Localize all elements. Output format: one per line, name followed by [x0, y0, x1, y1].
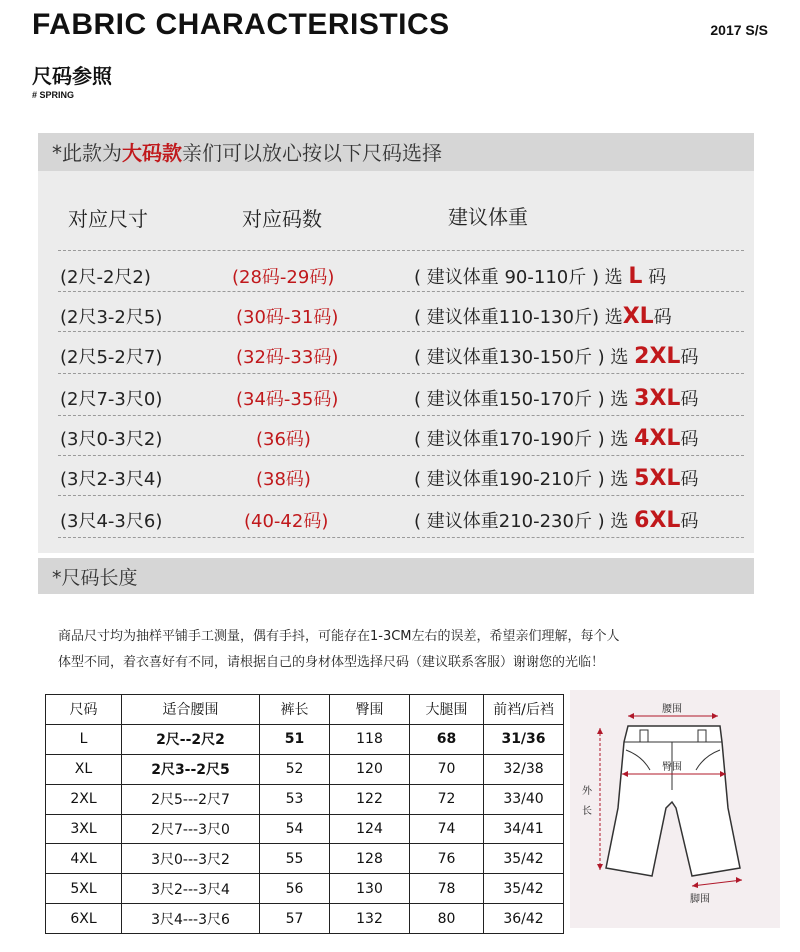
spec-cell: 72: [410, 784, 484, 814]
spec-cell: 52: [260, 754, 330, 784]
spec-cell: 78: [410, 874, 484, 904]
spec-row: [46, 814, 564, 844]
spec-cell: 3XL: [46, 814, 122, 844]
spec-header-cell: 臀围: [330, 695, 410, 725]
row-weight-text: ( 建议体重170-190斤 ) 选: [414, 429, 629, 450]
spec-cell: 2尺7---3尺0: [122, 814, 260, 844]
size-row-6xl: [38, 501, 754, 537]
spec-cell: 32/38: [484, 754, 564, 784]
divider: [58, 455, 744, 456]
section-subtitle: # SPRING: [32, 90, 75, 100]
row-weight: [414, 263, 666, 289]
row-code: (28码-29码): [232, 267, 335, 288]
divider: [58, 373, 744, 374]
hip-label: 臀围: [662, 762, 682, 773]
divider: [58, 250, 744, 251]
spec-cell: 6XL: [46, 904, 122, 934]
measurement-note: [58, 624, 748, 676]
spec-cell: L: [46, 724, 122, 754]
row-weight: [414, 425, 698, 451]
waist-label: 腰围: [662, 704, 682, 715]
spec-cell: 74: [410, 814, 484, 844]
size-row-2xl: [38, 337, 754, 373]
spec-cell: 3尺4---3尺6: [122, 904, 260, 934]
row-size: L: [628, 264, 643, 289]
size-row-5xl: [38, 459, 754, 495]
spec-cell: 54: [260, 814, 330, 844]
row-waist: (2尺5-2尺7): [60, 347, 163, 368]
row-unit: 码: [648, 267, 667, 288]
spec-cell: 76: [410, 844, 484, 874]
spec-cell: 56: [260, 874, 330, 904]
spec-cell: 33/40: [484, 784, 564, 814]
row-weight-text: ( 建议体重150-170斤 ) 选: [414, 389, 629, 410]
size-row-4xl: [38, 419, 754, 455]
row-weight-text: ( 建议体重130-150斤 ) 选: [414, 347, 629, 368]
spec-header-cell: 裤长: [260, 695, 330, 725]
size-row-3xl: [38, 379, 754, 415]
row-size: 6XL: [634, 508, 681, 533]
divider: [58, 331, 744, 332]
header-weight: 建议体重: [448, 205, 528, 229]
spec-cell: 2XL: [46, 784, 122, 814]
length-label-2: 长: [582, 806, 592, 817]
row-waist: (2尺7-3尺0): [60, 389, 163, 410]
row-unit: 码: [680, 511, 699, 532]
row-code: (30码-31码): [236, 307, 339, 328]
spec-cell: 34/41: [484, 814, 564, 844]
spec-row: [46, 874, 564, 904]
row-waist: (3尺4-3尺6): [60, 511, 163, 532]
size-guide-band-text: [52, 137, 442, 166]
spec-row: [46, 904, 564, 934]
size-guide-band: [38, 133, 754, 171]
section-title: 尺码参照: [32, 64, 112, 88]
spec-cell: 3尺2---3尺4: [122, 874, 260, 904]
row-size: 2XL: [634, 344, 681, 369]
note-line-2: 体型不同，着衣喜好有不同，请根据自己的身材体型选择尺码（建议联系客服）谢谢您的光临！: [58, 655, 605, 670]
row-unit: 码: [653, 307, 672, 328]
band-suffix: 亲们可以放心按以下尺码选择: [182, 141, 442, 165]
length-band-text: *尺码长度: [52, 567, 138, 589]
row-size: 5XL: [634, 466, 681, 491]
row-waist: (3尺0-3尺2): [60, 429, 163, 450]
row-size: 3XL: [634, 386, 681, 411]
row-code: (32码-33码): [236, 347, 339, 368]
row-size: XL: [622, 304, 654, 329]
divider: [58, 415, 744, 416]
spec-cell: 68: [410, 724, 484, 754]
row-unit: 码: [680, 347, 699, 368]
row-weight: [414, 465, 698, 491]
row-waist: (2尺-2尺2): [60, 267, 151, 288]
spec-header-cell: 大腿围: [410, 695, 484, 725]
page-title: FABRIC CHARACTERISTICS: [32, 8, 450, 41]
length-label-1: 外: [582, 786, 592, 797]
hem-label: 脚围: [690, 894, 710, 905]
row-weight: [414, 303, 672, 329]
size-guide-panel: [38, 133, 754, 553]
spec-header-cell: 适合腰围: [122, 695, 260, 725]
size-row-l: [38, 257, 754, 293]
spec-cell: 35/42: [484, 844, 564, 874]
row-weight-text: ( 建议体重110-130斤) 选: [414, 307, 623, 328]
size-row-xl: [38, 297, 754, 333]
spec-cell: XL: [46, 754, 122, 784]
row-unit: 码: [680, 469, 699, 490]
spec-cell: 128: [330, 844, 410, 874]
band-prefix: *此款为: [52, 141, 122, 165]
shorts-outline-icon: [570, 690, 780, 928]
row-weight: [414, 507, 698, 533]
row-waist: (2尺3-2尺5): [60, 307, 163, 328]
note-line-1: 商品尺寸均为抽样平铺手工测量，偶有手抖，可能存在1-3CM左右的误差，希望亲们理解，每个人: [58, 629, 620, 644]
spec-cell: 53: [260, 784, 330, 814]
spec-cell: 70: [410, 754, 484, 784]
spec-cell: 51: [260, 724, 330, 754]
row-code: (40-42码): [244, 511, 329, 532]
row-waist: (3尺2-3尺4): [60, 469, 163, 490]
spec-cell: 55: [260, 844, 330, 874]
row-weight-text: ( 建议体重190-210斤 ) 选: [414, 469, 629, 490]
spec-cell: 5XL: [46, 874, 122, 904]
spec-header-cell: 前裆/后裆: [484, 695, 564, 725]
row-weight: [414, 385, 698, 411]
spec-header-row: [46, 695, 564, 725]
row-weight-text: ( 建议体重 90-110斤 ) 选: [414, 267, 623, 288]
spec-cell: 57: [260, 904, 330, 934]
spec-cell: 124: [330, 814, 410, 844]
spec-cell: 4XL: [46, 844, 122, 874]
spec-cell: 3尺0---3尺2: [122, 844, 260, 874]
spec-row: [46, 784, 564, 814]
header-code: 对应码数: [242, 207, 322, 231]
spec-cell: 35/42: [484, 874, 564, 904]
spec-header-cell: 尺码: [46, 695, 122, 725]
row-unit: 码: [680, 389, 699, 410]
row-unit: 码: [680, 429, 699, 450]
spec-row: [46, 844, 564, 874]
header-waist: 对应尺寸: [68, 207, 148, 231]
spec-cell: 132: [330, 904, 410, 934]
row-code: (38码): [256, 469, 311, 490]
length-band: [38, 558, 754, 594]
spec-cell: 36/42: [484, 904, 564, 934]
spec-cell: 80: [410, 904, 484, 934]
divider: [58, 537, 744, 538]
spec-cell: 120: [330, 754, 410, 784]
spec-row: [46, 724, 564, 754]
band-highlight: 大码款: [122, 141, 182, 165]
spec-cell: 2尺--2尺2: [122, 724, 260, 754]
spec-cell: 31/36: [484, 724, 564, 754]
row-size: 4XL: [634, 426, 681, 451]
spec-cell: 130: [330, 874, 410, 904]
spec-row: [46, 754, 564, 784]
row-code: (36码): [256, 429, 311, 450]
spec-cell: 118: [330, 724, 410, 754]
row-weight: [414, 343, 698, 369]
shorts-diagram: [570, 690, 780, 928]
divider: [58, 495, 744, 496]
season-label: 2017 S/S: [710, 22, 768, 38]
row-code: (34码-35码): [236, 389, 339, 410]
spec-table: [45, 694, 564, 934]
row-weight-text: ( 建议体重210-230斤 ) 选: [414, 511, 629, 532]
divider: [58, 291, 744, 292]
spec-cell: 2尺5---2尺7: [122, 784, 260, 814]
spec-cell: 2尺3--2尺5: [122, 754, 260, 784]
spec-cell: 122: [330, 784, 410, 814]
